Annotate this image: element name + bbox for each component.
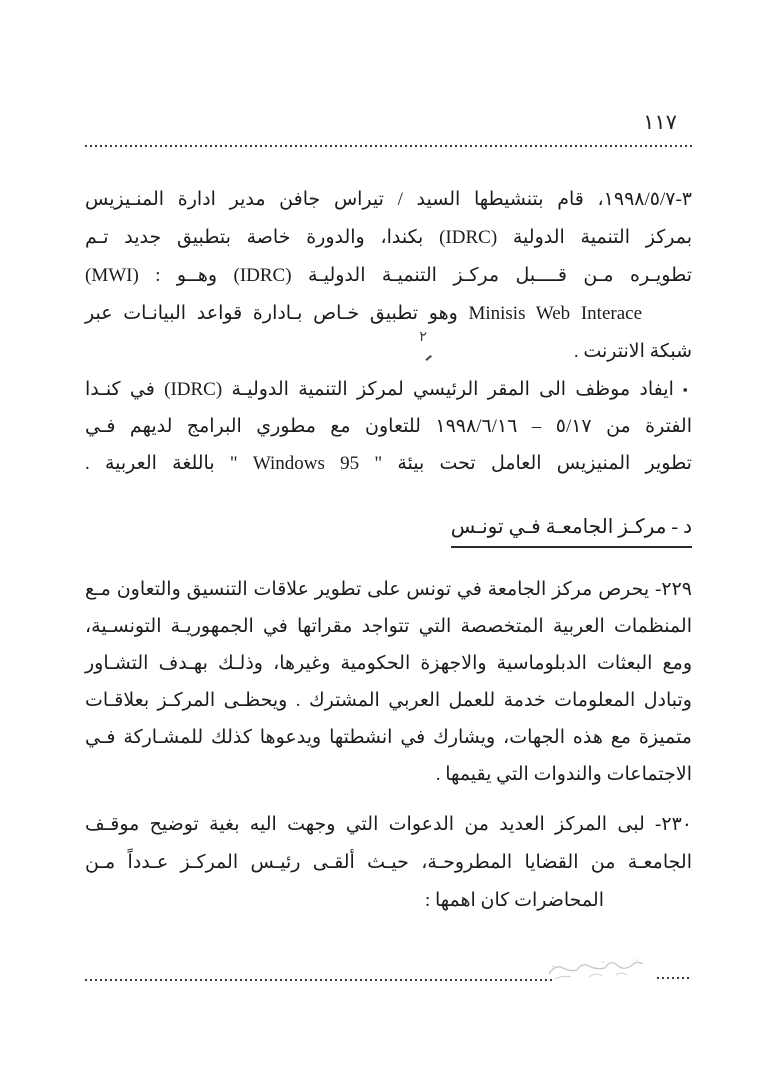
paragraph-line: ٣-١٩٩٨/٥/٧، قام بتنشيطها السيد / تيراس جافن مدير ادارة المنـيزيس	[85, 189, 692, 210]
paragraph-line: بمركز التنمية الدولية (IDRC) بكندا، والدورة خاصة بتطبيق جديد تـم	[85, 227, 692, 248]
faint-handwriting-mark	[545, 948, 657, 988]
bullet-line	[85, 371, 692, 408]
top-dotted-rule	[85, 145, 692, 147]
paragraph-230	[85, 806, 692, 920]
section-heading: د - مركـز الجامعـة فـي تونـس	[451, 514, 692, 548]
paragraph-229	[85, 571, 692, 793]
paragraph-line: ٢٣٠- لبى المركز العديد من الدعوات التي وجهت اليه بغية توضيح موقـف	[85, 814, 692, 835]
paragraph-line: الاجتماعات والندوات التي يقيمها .	[435, 764, 692, 785]
paragraph-line: وتبادل المعلومات خدمة للعمل العربي المشترك . ويحظـى المركـز بعلاقـات	[85, 690, 692, 711]
paragraph-line: الفترة من ٥/١٧ – ١٩٩٨/٦/١٦ للتعاون مع مطوري البرامج لديهم فـي	[85, 416, 692, 437]
bottom-dotted-rule-left	[85, 979, 553, 981]
paragraph-line: شبكة الانترنت .	[573, 341, 692, 362]
paragraph-line: ومع البعثات الدبلوماسية والاجهزة الحكومية وغيرها، وذلـك بهـدف التشـاور	[85, 653, 692, 674]
bottom-dotted-rule-right	[657, 977, 692, 979]
bullet-text: ايفاد موظف الى المقر الرئيسي لمركز التنمية الدوليـة (IDRC) في كنـدا	[85, 379, 674, 400]
bullet-square-icon: ▪	[682, 382, 693, 397]
stray-ink-mark: ٢	[418, 329, 428, 346]
paragraph-line: ٢٢٩- يحرص مركز الجامعة في تونس على تطوير علاقات التنسيق والتعاون مـع	[85, 579, 692, 600]
paragraph-line: المنظمات العربية المتخصصة التي تتواجد مقراتها في الجمهوريـة التونسـية،	[85, 616, 692, 637]
paragraph-line: تطويـره مـن قــــبل مركـز التنميـة الدوليـة (IDRC) وهــو : (MWI)	[85, 265, 692, 286]
paragraph-line: المحاضرات كان اهمها :	[424, 890, 604, 911]
paragraph-line: Minisis Web Interace وهو تطبيق خـاص بـادارة قواعد البيانـات عبر	[85, 303, 642, 324]
paragraph-line: متميزة مع هذه الجهات، ويشارك في انشطتها ويدعوها كذلك للمشـاركة فـي	[85, 727, 692, 748]
paragraph-course	[85, 181, 692, 371]
bullet-item	[85, 371, 692, 482]
paragraph-line: تطوير المنيزيس العامل تحت بيئة " Windows 95 " باللغة العربية .	[85, 453, 692, 474]
page-number: ١١٧	[643, 110, 677, 134]
paragraph-line: الجامعـة من القضايا المطروحـة، حيـث ألقـى رئيـس المركـز عـدداً مـن	[85, 852, 692, 873]
